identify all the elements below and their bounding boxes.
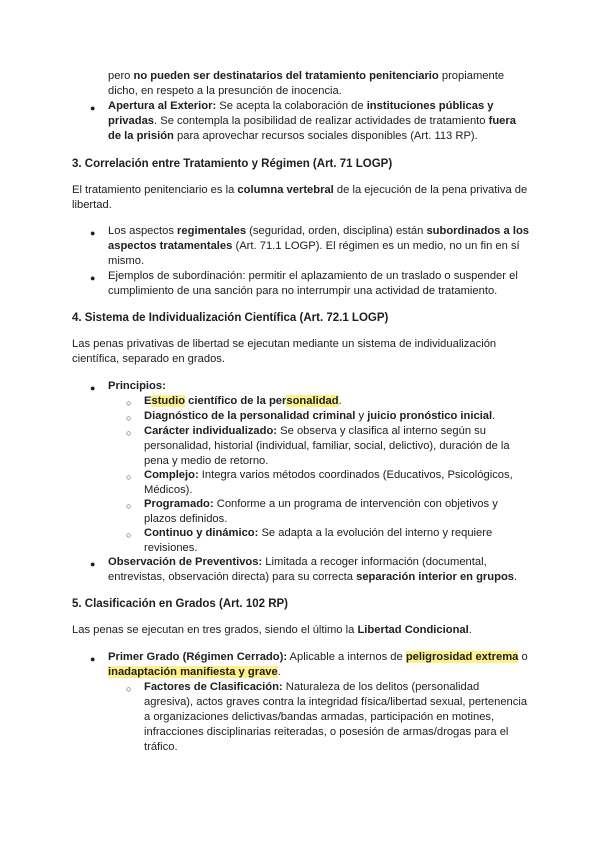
bullet-ejemplos-subordinacion: Ejemplos de subordinación: permitir el aplazamiento de un traslado o suspender el cumplimiento de una sanción para no interrumpir una actividad de tratamiento. [108, 270, 518, 297]
section-4-heading: 4. Sistema de Individualización Científica (Art. 72.1 LOGP) [72, 312, 389, 324]
sub-bullet-continuo-dinamico: Continuo y dinámico: Se adapta a la evolución del interno y requiere revisiones. [144, 527, 493, 554]
section-5-heading: 5. Clasificación en Grados (Art. 102 RP) [72, 598, 289, 610]
sub-bullet-programado: Programado: Conforme a un programa de intervención con objetivos y plazos definidos. [144, 498, 498, 525]
section-4-paragraph: Las penas privativas de libertad se ejecutan mediante un sistema de individualización científica, separado en grados. [72, 338, 497, 365]
section-3-paragraph: El tratamiento penitenciario es la columna vertebral de la ejecución de la pena privativa de libertad. [72, 184, 528, 211]
sub-bullet-diagnostico: Diagnóstico de la personalidad criminal y juicio pronóstico inicial. [144, 410, 496, 422]
bullet-icon: ● [90, 103, 96, 113]
section-3-heading: 3. Correlación entre Tratamiento y Régimen (Art. 71 LOGP) [72, 158, 393, 170]
section-5-paragraph: Las penas se ejecutan en tres grados, siendo el último la Libertad Condicional. [72, 624, 472, 636]
sub-bullet-complejo: Complejo: Integra varios métodos coordinados (Educativos, Psicológicos, Médicos). [144, 469, 513, 496]
sub-bullet-caracter-individualizado: Carácter individualizado: Se observa y clasifica al interno según su personalidad, historial (individual, familiar, social, delictivo), duración de la pena y medio de retorno. [144, 425, 510, 467]
sub-bullet-icon: ○ [126, 398, 132, 408]
sub-bullet-icon: ○ [126, 501, 132, 511]
sub-bullet-icon: ○ [126, 413, 132, 423]
bullet-primer-grado: Primer Grado (Régimen Cerrado): Aplicable a internos de peligrosidad extrema o inadaptación manifiesta y grave. [108, 651, 528, 678]
bullet-principios: Principios: [108, 380, 166, 392]
bullet-icon: ● [90, 273, 96, 283]
bullet-observacion-preventivos: Observación de Preventivos: Limitada a recoger información (documental, entrevistas, observación directa) para su correcta separación interior en grupos. [108, 556, 518, 583]
bullet-aspectos-regimentales: Los aspectos regimentales (seguridad, orden, disciplina) están subordinados a los aspectos tratamentales (Art. 71.1 LOGP). El régimen es un medio, no un fin en sí mismo. [108, 225, 530, 267]
sub-bullet-factores-clasificacion: Factores de Clasificación: Naturaleza de los delitos (personalidad agresiva), actos graves contra la integridad física/libertad sexual, pertenencia a organizaciones delictivas/bandas armadas, participación en motines, infracciones disciplinarias reiteradas, o posesión de armas/drogas para el tráfico. [144, 681, 528, 753]
sub-bullet-icon: ○ [126, 530, 132, 540]
bullet-icon: ● [90, 559, 96, 569]
bullet-icon: ● [90, 383, 96, 393]
prev-continuation: pero no pueden ser destinatarios del tratamiento penitenciario propiamente dicho, en respeto a la presunción de inocencia. [108, 70, 505, 97]
sub-bullet-icon: ○ [126, 684, 132, 694]
sub-bullet-icon: ○ [126, 428, 132, 438]
sub-bullet-icon: ○ [126, 472, 132, 482]
bullet-icon: ● [90, 654, 96, 664]
bullet-icon: ● [90, 228, 96, 238]
sub-bullet-estudio-cientifico: Estudio científico de la personalidad. [144, 395, 342, 407]
bullet-apertura-exterior: Apertura al Exterior: Se acepta la colaboración de instituciones públicas y privadas. Se contempla la posibilidad de realizar actividades de tratamiento fuera de la prisión para aprovechar recursos sociales disponibles (Art. 113 RP). [108, 100, 516, 142]
